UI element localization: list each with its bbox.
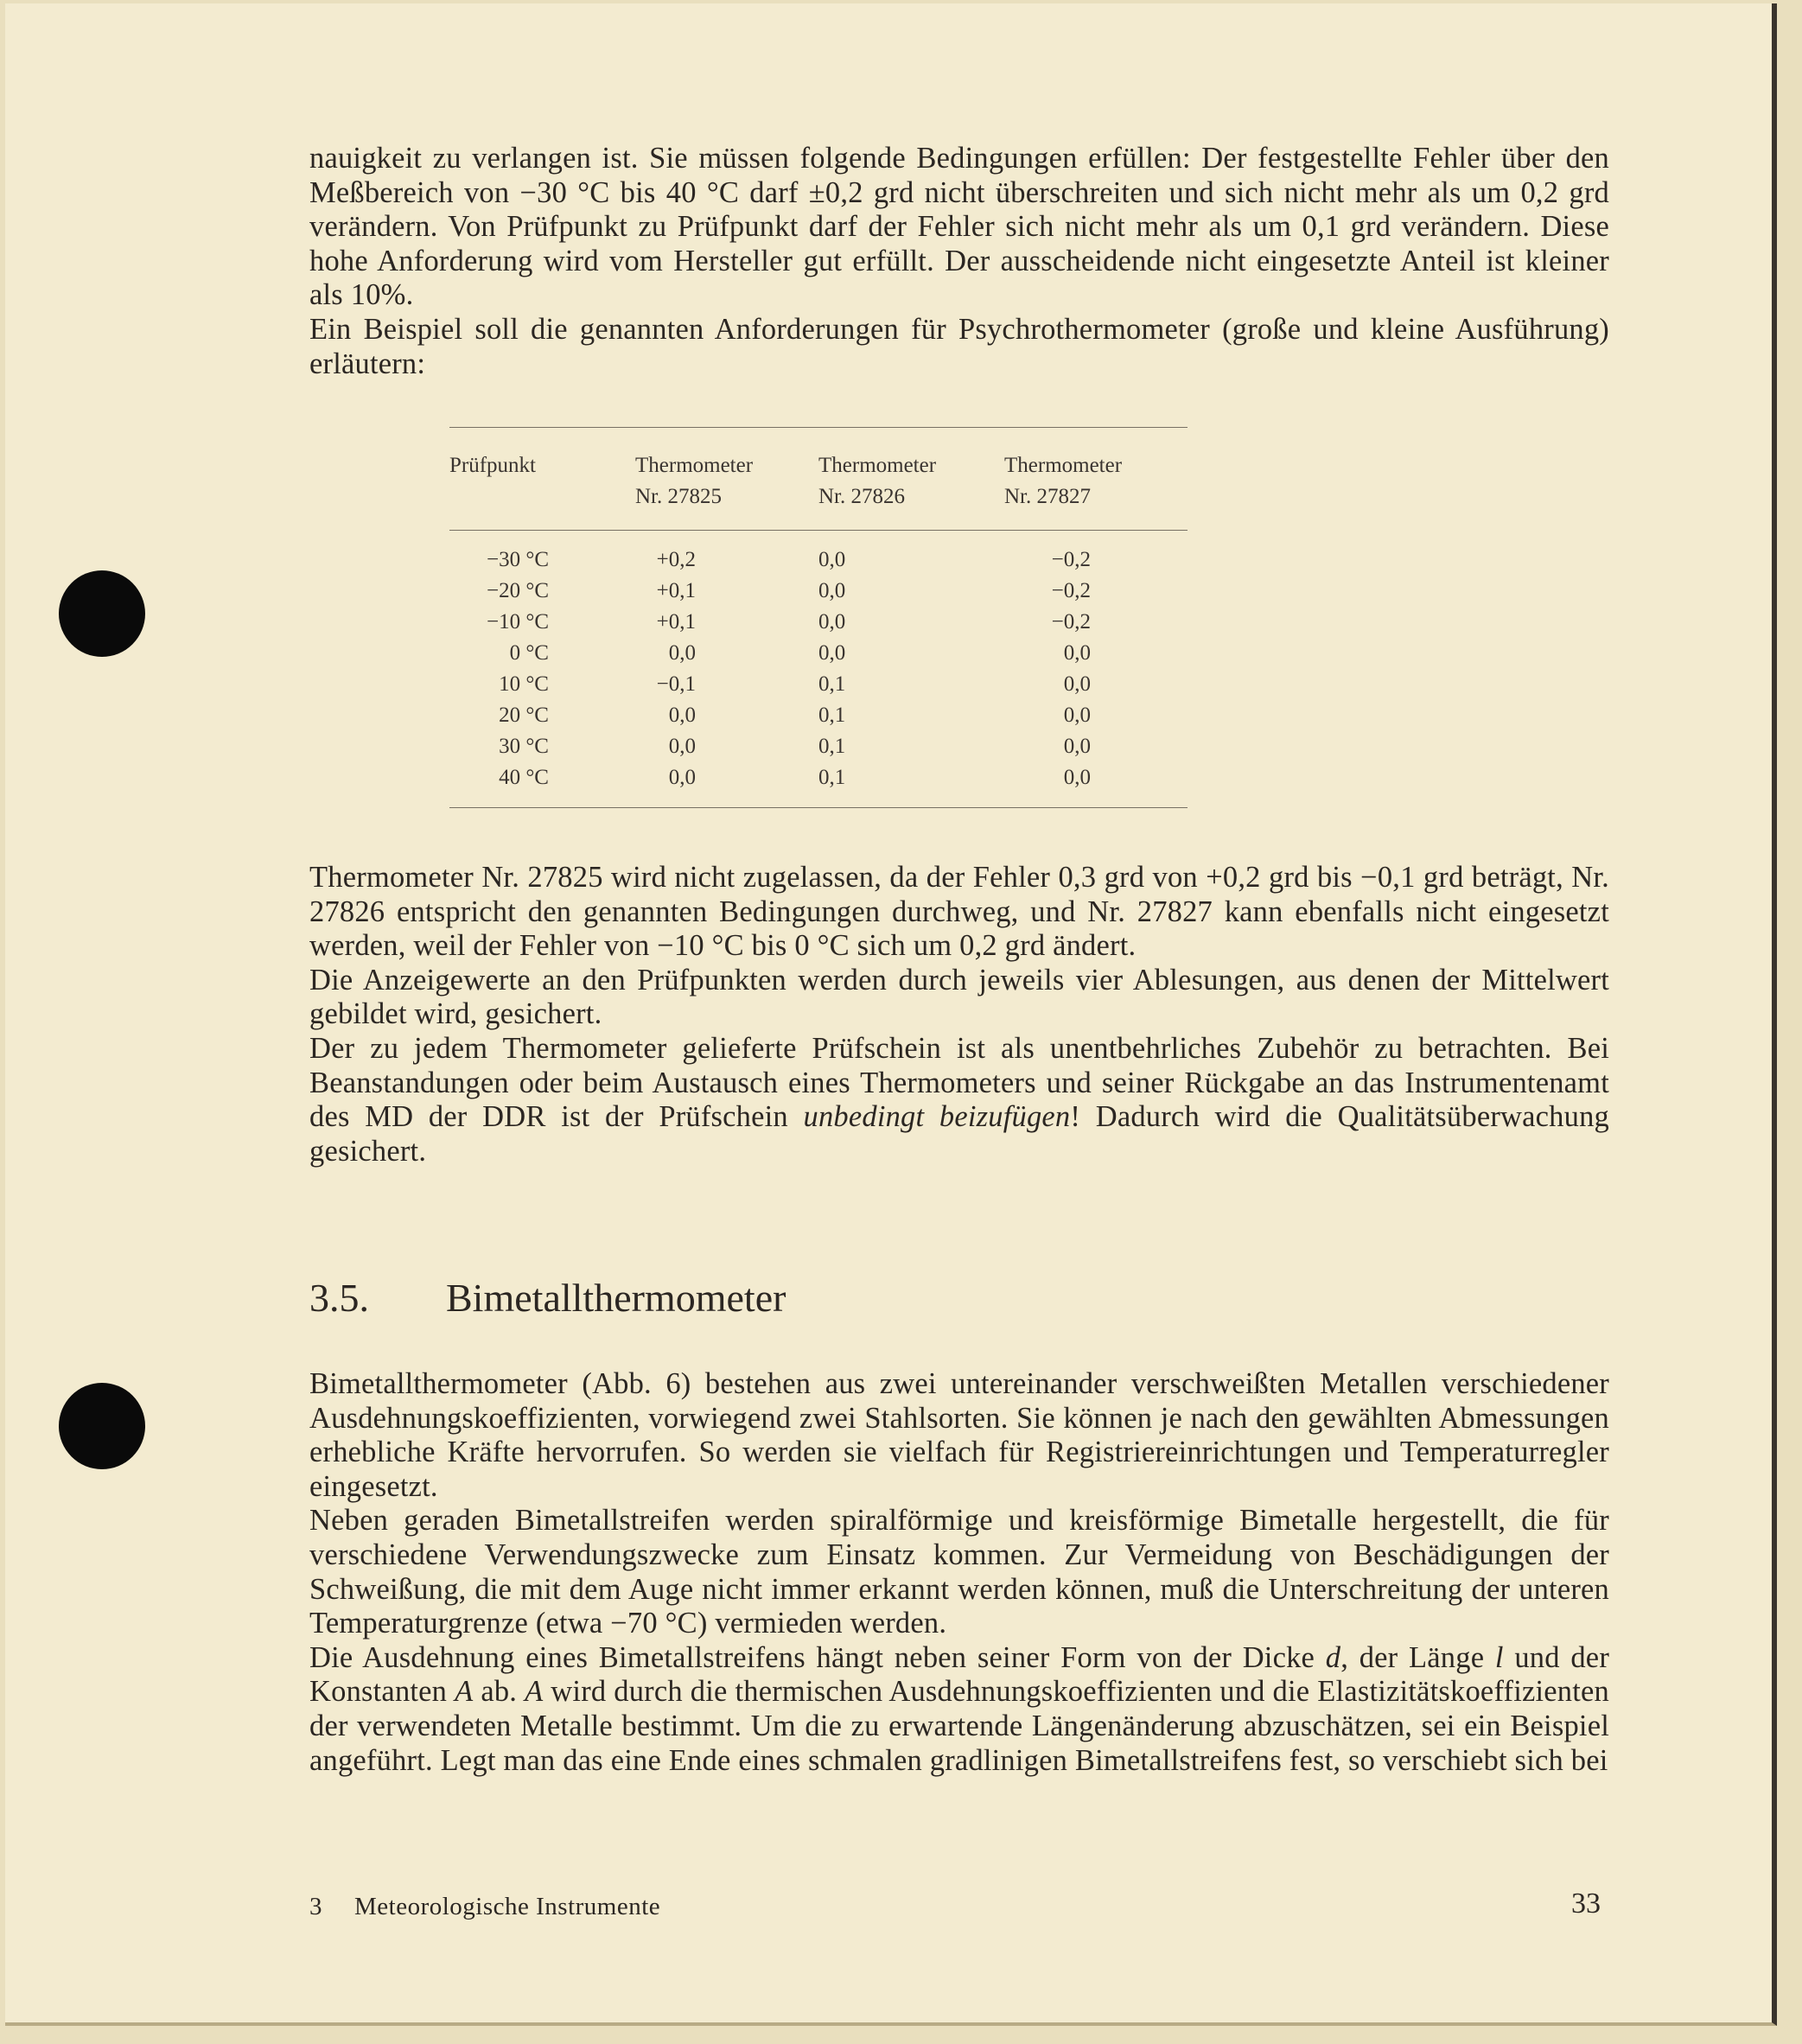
table-row: 10 °C −0,1 0,1 0,0 bbox=[499, 672, 1091, 696]
intro-paragraph-1: nauigkeit zu verlangen ist. Sie müssen folgende Bedingungen erfüllen: Der festgestellte Fehler über den Meßbereich von −30 °C bis 40 °C darf ±0,2 grd nicht überschreiten und sich nicht mehr als um 0,2 grd verändern. Von Prüfpunkt zu Prüfpunkt darf der Fehler sich nicht mehr als um 0,1 grd verändern. Diese hohe Anforderung wird vom Hersteller gut erfüllt. Der ausscheidende nicht eingesetzte Anteil ist kleiner als 10%. bbox=[309, 142, 1609, 312]
emphasis-text: unbedingt beizufügen bbox=[803, 1100, 1071, 1134]
after-table-text bbox=[309, 861, 1609, 1168]
table-row: 40 °C 0,0 0,1 0,0 bbox=[499, 766, 1091, 789]
table-row: 30 °C 0,0 0,1 0,0 bbox=[499, 735, 1091, 758]
bimetal-paragraph-3: Die Ausdehnung eines Bimetallstreifens hängt neben seiner Form von der Dicke d, der Länge l und der Konstanten A ab. A wird durch die thermischen Ausdehnungskoeffizienten und die Elastizitätskoeffizienten der verwendeten Metalle bestimmt. Um die zu erwartende Längenänderung abzuschätzen, sei ein Beispiel angeführt. Legt man das eine Ende eines schmalen gradlinigen Bimetallstreifens fest, so verschiebt sich bei bbox=[309, 1640, 1610, 1777]
table-bottom-rule bbox=[449, 807, 1188, 808]
punch-hole-lower bbox=[59, 1383, 145, 1469]
intro-paragraph-2: Ein Beispiel soll die genannten Anforderungen für Psychrothermometer (große und kleine Ausführung) erläutern: bbox=[309, 312, 1609, 380]
after-table-paragraph-1: Thermometer Nr. 27825 wird nicht zugelassen, da der Fehler 0,3 grd von +0,2 grd bis −0,1 grd beträgt, Nr. 27826 entspricht den genannten Bedingungen durchweg, und Nr. 27827 kann ebenfalls nicht eingesetzt werden, weil der Fehler von −10 °C bis 0 °C sich um 0,2 grd ändert. bbox=[309, 861, 1609, 963]
header-pruefpunkt: Prüfpunkt bbox=[449, 454, 536, 477]
punch-hole-upper bbox=[59, 570, 145, 657]
table-row: −10 °C +0,1 0,0 −0,2 bbox=[486, 610, 1091, 634]
header-thermometer-27827: Thermometer Nr. 27827 bbox=[1004, 454, 1123, 508]
table-row: 20 °C 0,0 0,1 0,0 bbox=[499, 704, 1091, 727]
table-header-row bbox=[449, 428, 1188, 530]
document-page bbox=[5, 3, 1777, 2026]
table-row: −20 °C +0,1 0,0 −0,2 bbox=[486, 579, 1091, 602]
table-body bbox=[449, 531, 1188, 807]
calibration-table bbox=[449, 427, 1188, 808]
section-number: 3.5. bbox=[309, 1276, 369, 1320]
table-row: −30 °C +0,2 0,0 −0,2 bbox=[486, 548, 1091, 571]
page-number: 33 bbox=[1571, 1888, 1601, 1920]
bimetal-paragraph-2: Neben geraden Bimetallstreifen werden spiralförmige und kreisförmige Bimetalle hergestellt, die für verschiedene Verwendungszwecke zum Einsatz kommen. Zur Vermeidung von Beschädigungen der Schweißung, die mit dem Auge nicht immer erkannt werden können, muß die Unterschreitung der unteren Temperaturgrenze (etwa −70 °C) vermieden werden. bbox=[309, 1504, 1609, 1640]
header-thermometer-27825: Thermometer Nr. 27825 bbox=[635, 454, 754, 508]
running-footer bbox=[309, 1893, 660, 1921]
table-row: 0 °C 0,0 0,0 0,0 bbox=[509, 641, 1091, 665]
after-table-paragraph-2: Die Anzeigewerte an den Prüfpunkten werden durch jeweils vier Ablesungen, aus denen der Mittelwert gebildet wird, gesichert. bbox=[309, 963, 1609, 1031]
header-thermometer-27826: Thermometer Nr. 27826 bbox=[818, 454, 937, 508]
intro-text bbox=[309, 142, 1609, 381]
section-heading bbox=[309, 1274, 786, 1322]
chapter-title: Meteorologische Instrumente bbox=[354, 1893, 661, 1920]
after-table-paragraph-3: Der zu jedem Thermometer gelieferte Prüfschein ist als unentbehrliches Zubehör zu betrachten. Bei Beanstandungen oder beim Austausch eines Thermometers und seiner Rückgabe an das Instrumentenamt des MD der DDR ist der Prüfschein unbedingt beizufügen! Dadurch wird die Qualitätsüberwachung gesichert. bbox=[309, 1031, 1609, 1168]
section-title: Bimetallthermometer bbox=[446, 1276, 786, 1320]
chapter-number: 3 bbox=[309, 1893, 322, 1920]
bimetal-paragraph-1: Bimetallthermometer (Abb. 6) bestehen aus zwei untereinander verschweißten Metallen verschiedener Ausdehnungskoeffizienten, vorwiegend zwei Stahlsorten. Sie können je nach den gewählten Abmessungen erhebliche Kräfte hervorrufen. So werden sie vielfach für Registriereinrichtungen und Temperaturregler eingesetzt. bbox=[309, 1367, 1609, 1503]
bimetal-text bbox=[309, 1367, 1609, 1778]
